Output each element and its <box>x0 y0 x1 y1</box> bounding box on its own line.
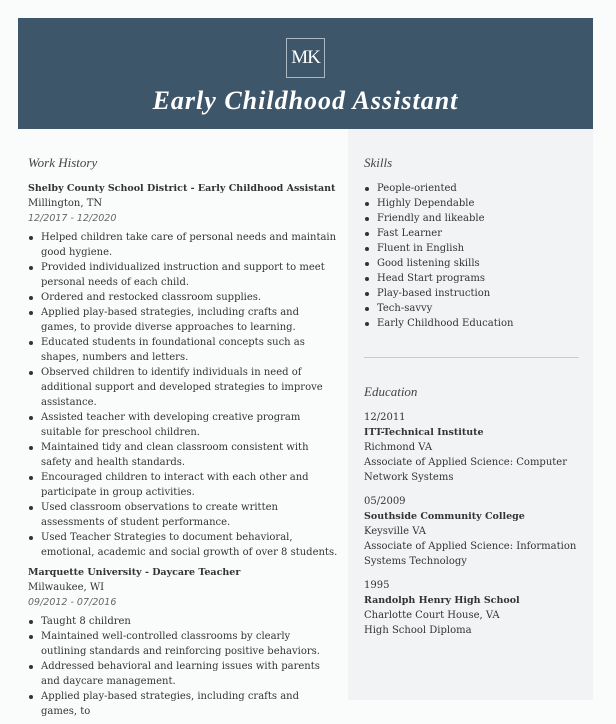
education-entry <box>364 494 579 569</box>
list-item: Applied play-based strategies, including crafts and games, to <box>28 689 338 719</box>
list-item: Applied play-based strategies, including crafts and games, to provide diverse approaches to learning. <box>28 305 338 335</box>
list-item: Helped children take care of personal needs and maintain good hygiene. <box>28 230 338 260</box>
list-item: Assisted teacher with developing creative program suitable for preschool children. <box>28 410 338 440</box>
degree: Associate of Applied Science: Information Systems Technology <box>364 541 577 567</box>
job-dates: 12/2017 - 12/2020 <box>28 213 117 224</box>
skill-item: Tech-savvy <box>364 301 579 316</box>
skills-heading: Skills <box>364 155 393 170</box>
resume-header <box>18 18 593 129</box>
job-dates: 09/2012 - 07/2016 <box>28 597 117 608</box>
school-name: Southside Community College <box>364 511 525 522</box>
education-date: 05/2009 <box>364 496 406 507</box>
work-history-heading: Work History <box>28 155 98 170</box>
degree: High School Diploma <box>364 625 472 636</box>
list-item: Provided individualized instruction and support to meet personal needs of each child. <box>28 260 338 290</box>
education-heading: Education <box>364 384 418 399</box>
school-name: Randolph Henry High School <box>364 595 520 606</box>
education-entry <box>364 578 579 638</box>
school-name: ITT-Technical Institute <box>364 427 484 438</box>
job-entry <box>28 565 338 719</box>
list-item: Maintained well-controlled classrooms by clearly outlining standards and reinforcing positive behaviors. <box>28 629 338 659</box>
list-item: Used Teacher Strategies to document behavioral, emotional, academic and social growth of over 8 students. <box>28 530 338 560</box>
sidebar <box>364 155 579 647</box>
list-item: Encouraged children to interact with each other and participate in group activities. <box>28 470 338 500</box>
skills-list <box>364 181 579 331</box>
skill-item: Good listening skills <box>364 256 579 271</box>
list-item: Taught 8 children <box>28 614 338 629</box>
skill-item: Fluent in English <box>364 241 579 256</box>
school-location: Charlotte Court House, VA <box>364 610 500 621</box>
school-location: Keysville VA <box>364 526 427 537</box>
job-entry <box>28 181 338 560</box>
job-bullets <box>28 614 338 719</box>
degree: Associate of Applied Science: Computer Network Systems <box>364 457 567 483</box>
skill-item: Fast Learner <box>364 226 579 241</box>
skill-item: Friendly and likeable <box>364 211 579 226</box>
list-item: Maintained tidy and clean classroom consistent with safety and health standards. <box>28 440 338 470</box>
resume-title: Early Childhood Assistant <box>152 86 459 115</box>
job-location: Millington, TN <box>28 198 103 209</box>
list-item: Observed children to identify individuals in need of additional support and developed strategies to improve assistance. <box>28 365 338 410</box>
skill-item: People-oriented <box>364 181 579 196</box>
job-title: Marquette University - Daycare Teacher <box>28 567 241 578</box>
skill-item: Head Start programs <box>364 271 579 286</box>
list-item: Ordered and restocked classroom supplies. <box>28 290 338 305</box>
education-entry <box>364 410 579 485</box>
job-title: Shelby County School District - Early Childhood Assistant <box>28 183 336 194</box>
list-item: Educated students in foundational concepts such as shapes, numbers and letters. <box>28 335 338 365</box>
monogram-logo: MK <box>286 38 325 78</box>
job-bullets <box>28 230 338 560</box>
work-history-section <box>28 155 338 724</box>
list-item: Addressed behavioral and learning issues with parents and daycare management. <box>28 659 338 689</box>
job-location: Milwaukee, WI <box>28 582 105 593</box>
list-item: Used classroom observations to create written assessments of student performance. <box>28 500 338 530</box>
education-date: 12/2011 <box>364 412 406 423</box>
skill-item: Play-based instruction <box>364 286 579 301</box>
skill-item: Early Childhood Education <box>364 316 579 331</box>
school-location: Richmond VA <box>364 442 433 453</box>
skill-item: Highly Dependable <box>364 196 579 211</box>
divider <box>364 357 579 358</box>
education-date: 1995 <box>364 580 390 591</box>
